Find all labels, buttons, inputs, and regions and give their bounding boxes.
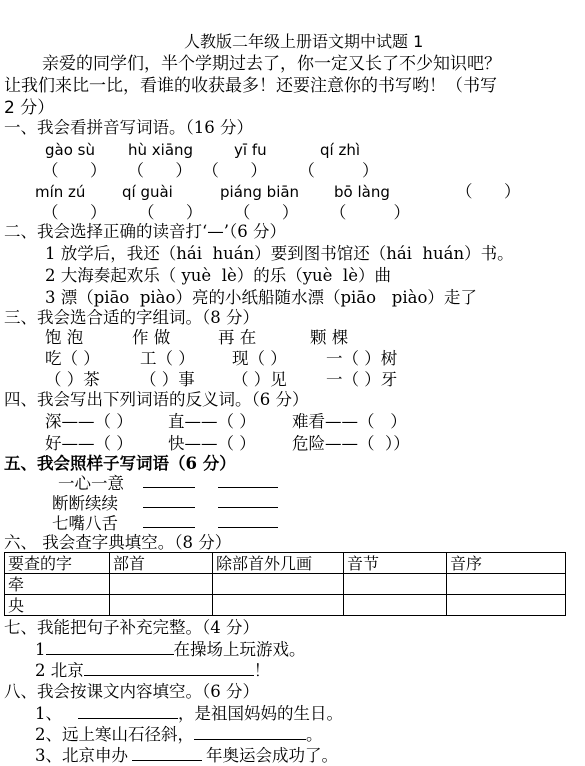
s3-item-2[interactable]: 工（ ） — [140, 349, 195, 368]
answer-parens-row-1[interactable]: （ ） （ ） （ ） （ ） — [42, 161, 379, 180]
intro-line-2: 让我们来比一比，看谁的收获最多！还要注意你的书写哟！（书写 — [4, 76, 497, 96]
table-row — [5, 595, 566, 616]
s8-l2-text: 2、远上寒山石径斜， — [35, 725, 194, 744]
s8-l2-end: 。 — [306, 725, 323, 744]
pinyin-gaosu: gào sù — [45, 141, 95, 159]
antonym-shen[interactable]: 深——（ ） — [45, 412, 133, 431]
section-6-heading: 六、 我会查字典填空。（8 分） — [4, 533, 232, 552]
blank-5-2b[interactable] — [218, 507, 278, 508]
blank-8-3[interactable] — [132, 746, 202, 761]
antonym-hao[interactable]: 好——（ ） — [45, 434, 133, 453]
section-4-heading: 四、我会写出下列词语的反义词。（6 分） — [4, 390, 309, 409]
cell-input[interactable] — [213, 595, 344, 616]
s7-line-2 — [35, 661, 270, 681]
antonym-zhi[interactable]: 直——（ ） — [168, 412, 256, 431]
cell-input[interactable] — [110, 574, 213, 595]
cell-input[interactable] — [110, 595, 213, 616]
s3-item-6[interactable]: （ ）事 — [140, 370, 195, 389]
pinyin-minzu: mín zú — [35, 183, 86, 201]
s3-item-8[interactable]: 一（ ）牙 — [326, 370, 398, 389]
s7-l1-text: 在操场上玩游戏。 — [173, 640, 306, 659]
blank-5-1b[interactable] — [218, 487, 278, 488]
section-5-heading: 五、我会照样子写词语（6 分） — [4, 454, 236, 473]
section-7-heading: 七、我能把句子补充完整。（4 分） — [4, 618, 259, 637]
s8-l3-end: 年奥运会成功了。 — [206, 746, 338, 765]
blank-5-3a[interactable] — [143, 527, 195, 528]
s3-item-3[interactable]: 现（ ） — [232, 349, 287, 368]
s8-line-1 — [35, 704, 343, 724]
s2-line-2: 2 大海奏起欢乐（ yuè lè）的乐（yuè lè）曲 — [45, 266, 391, 285]
intro-line-3: 2 分） — [4, 98, 55, 118]
chars-zaizai: 再 在 — [218, 328, 257, 347]
s7-l2-prefix: 2 北京 — [35, 661, 84, 680]
s3-item-1[interactable]: 吃（ ） — [45, 349, 100, 368]
chars-zuozuo: 作 做 — [132, 328, 171, 347]
s7-l2-end: ！ — [253, 661, 271, 680]
blank-5-2a[interactable] — [143, 507, 195, 508]
pinyin-huxiang: hù xiāng — [128, 141, 194, 159]
s7-line-1 — [35, 640, 306, 660]
chars-keke: 颗 棵 — [310, 328, 349, 347]
s2-line-3: 3 漂（piāo piào）亮的小纸船随水漂（piāo piào）走了 — [45, 288, 477, 307]
header-char: 要查的字 — [5, 553, 110, 574]
example-word-2: 断断续续 — [52, 494, 118, 513]
table-row — [5, 574, 566, 595]
pinyin-bolang: bō làng — [334, 183, 390, 201]
example-word-1: 一心一意 — [58, 474, 124, 493]
s8-l3-text: 3、北京申办 — [35, 746, 128, 765]
chars-baopao: 饱 泡 — [45, 328, 84, 347]
char-yang: 央 — [5, 595, 110, 616]
section-3-heading: 三、我会选合适的字组词。（8 分） — [4, 308, 259, 327]
s7-l1-num: 1 — [35, 640, 46, 659]
table-header-row — [5, 553, 566, 574]
cell-input[interactable] — [344, 574, 447, 595]
answer-paren-extra[interactable]: （ ） — [456, 182, 521, 201]
blank-7-2[interactable] — [84, 661, 254, 676]
s8-l1-text: ，是祖国妈妈的生日。 — [178, 704, 343, 723]
s8-line-2 — [35, 725, 323, 745]
dictionary-table — [4, 552, 566, 616]
header-strokes: 除部首外几画 — [213, 553, 344, 574]
antonym-weixian[interactable]: 危险——（ ）） — [292, 434, 410, 453]
blank-8-1[interactable] — [78, 704, 178, 719]
header-order: 音序 — [447, 553, 566, 574]
cell-input[interactable] — [213, 574, 344, 595]
pinyin-qiguai: qí guài — [122, 183, 173, 201]
s8-line-3 — [35, 746, 338, 766]
s3-item-4[interactable]: 一（ ）树 — [326, 349, 398, 368]
s8-l1-num: 1、 — [35, 704, 62, 723]
pinyin-yifu: yī fu — [234, 141, 267, 159]
intro-line-1: 亲爱的同学们，半个学期过去了，你一定又长了不少知识吧？ — [42, 54, 501, 74]
header-syllable: 音节 — [344, 553, 447, 574]
pinyin-qizhi: qí zhì — [320, 141, 361, 159]
section-2-heading: 二、我会选择正确的读音打‘—’（6 分） — [4, 222, 286, 241]
section-8-heading: 八、我会按课文内容填空。（6 分） — [4, 682, 259, 701]
s3-item-7[interactable]: （ ）见 — [232, 370, 287, 389]
blank-8-2[interactable] — [194, 725, 306, 740]
antonym-nankan[interactable]: 难看——（ ） — [292, 412, 407, 431]
cell-input[interactable] — [447, 595, 566, 616]
blank-5-1a[interactable] — [143, 487, 195, 488]
header-radical: 部首 — [110, 553, 213, 574]
page-title: 人教版二年级上册语文期中试题 1 — [184, 32, 424, 51]
blank-7-1[interactable] — [46, 640, 174, 655]
s3-item-5[interactable]: （ ）茶 — [45, 370, 100, 389]
s2-line-1: 1 放学后，我还（hái huán）要到图书馆还（hái huán）书。 — [45, 244, 514, 263]
blank-5-3b[interactable] — [218, 527, 278, 528]
cell-input[interactable] — [447, 574, 566, 595]
pinyin-pianbian: piáng biān — [220, 183, 300, 201]
answer-parens-row-2[interactable]: （ ） （ ） （ ） （ ） — [42, 203, 411, 222]
example-word-3: 七嘴八舌 — [52, 514, 118, 533]
section-1-heading: 一、我会看拼音写词语。（16 分） — [4, 118, 253, 137]
cell-input[interactable] — [344, 595, 447, 616]
antonym-kuai[interactable]: 快——（ ） — [168, 434, 256, 453]
char-qian: 牵 — [5, 574, 110, 595]
